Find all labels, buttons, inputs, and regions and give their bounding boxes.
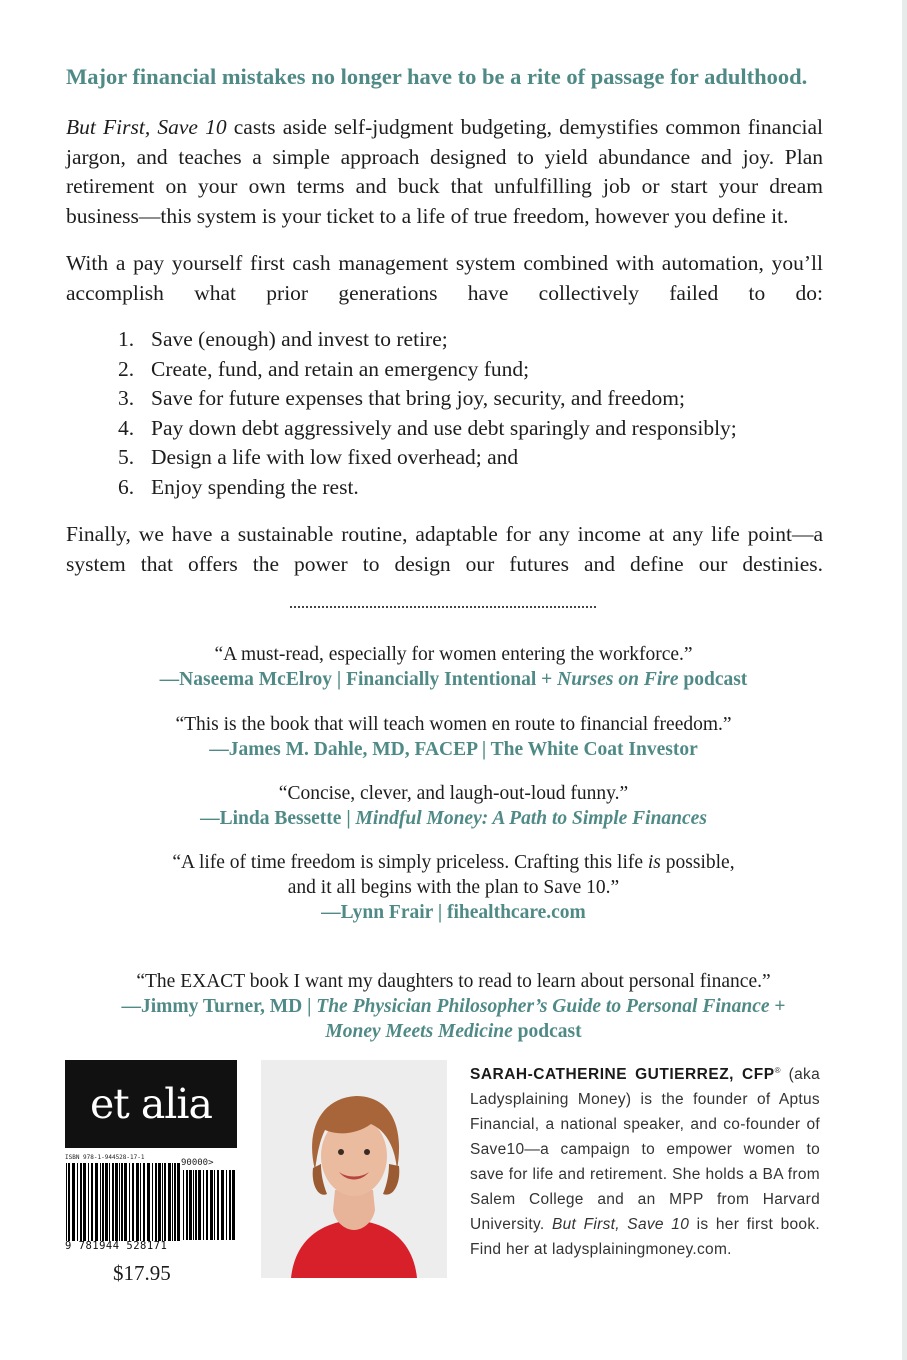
list-number: 1.	[118, 327, 135, 351]
intro-text: casts aside self-judgment budgeting, demystifies common financial jargon, and teaches a simple approach designed to yield abundance and joy. Plan retirement on your own terms and buck that unfulfilling job or start your dream business—this system is your ticket to a life of true freedom, however you define it.	[66, 115, 823, 228]
quote-text-line2: and it all begins with the plan to Save 10.”	[287, 877, 620, 898]
testimonial	[40, 969, 867, 1044]
author-photo	[261, 1060, 447, 1278]
list-number: 5.	[118, 445, 135, 469]
attribution-text: —Naseema McElroy | Financially Intentional +	[159, 669, 558, 690]
price: $17.95	[113, 1261, 171, 1285]
author-name: SARAH-CATHERINE GUTIERREZ, CFP	[470, 1066, 775, 1084]
quote-text-part: “A life of time freedom is simply priceless. Crafting this life	[172, 852, 648, 873]
attribution-text: +	[769, 996, 786, 1017]
trademark-mark: ®	[774, 1066, 781, 1075]
list-text: Pay down debt aggressively and use debt sparingly and responsibly;	[151, 415, 737, 440]
quote-text-part: possible,	[660, 852, 735, 873]
barcode-addon-number: 90000>	[181, 1158, 214, 1168]
quote-text	[40, 850, 867, 875]
attribution-text: podcast	[512, 1021, 582, 1042]
list-item	[118, 384, 818, 414]
quote-attribution: —James M. Dahle, MD, FACEP | The White Coat Investor	[209, 739, 698, 760]
barcode-bars	[65, 1163, 180, 1241]
list-text: Enjoy spending the rest.	[151, 474, 359, 499]
closing-paragraph: Finally, we have a sustainable routine, adaptable for any income at any life point—a system that offers the power to design our futures and define our destinies.	[66, 522, 823, 576]
quote-text: “Concise, clever, and laugh-out-loud funny.”	[278, 783, 629, 804]
bio-text: is her first book. Find her at ladysplainingmoney.com.	[470, 1216, 820, 1259]
list-item	[118, 443, 818, 473]
testimonial	[40, 850, 867, 925]
testimonial	[40, 642, 867, 692]
quote-attribution	[40, 806, 867, 831]
barcode-addon-bars	[182, 1170, 238, 1240]
quote-text-emphasis: is	[647, 852, 661, 873]
dotted-divider	[290, 606, 596, 608]
quote-text: “A must-read, especially for women entering the workforce.”	[214, 644, 693, 665]
list-number: 3.	[118, 386, 135, 410]
list-item	[118, 325, 818, 355]
book-title: But First, Save 10	[66, 115, 227, 139]
page-edge	[902, 0, 907, 1360]
steps-list	[118, 325, 818, 502]
isbn-label: ISBN 978-1-944528-17-1	[65, 1154, 145, 1161]
list-text: Save (enough) and invest to retire;	[151, 327, 448, 351]
list-item	[118, 355, 818, 385]
system-paragraph: With a pay yourself first cash management system combined with automation, you’ll accomplish what prior generations have collectively failed to do:	[66, 251, 823, 305]
list-item	[118, 414, 818, 444]
attribution-title: Money Meets Medicine	[325, 1021, 513, 1042]
testimonial	[40, 781, 867, 831]
headline: Major financial mistakes no longer have to be a rite of passage for adulthood.	[66, 64, 808, 89]
list-text: Create, fund, and retain an emergency fund;	[151, 356, 530, 381]
quote-text: “This is the book that will teach women en route to financial freedom.”	[175, 714, 732, 735]
list-number: 2.	[118, 356, 135, 381]
testimonial	[40, 712, 867, 762]
attribution-text: —Jimmy Turner, MD |	[121, 996, 317, 1017]
bio-text: (aka Ladysplaining Money) is the founder of Aptus Financial, a national speaker, and co-founder of Save10—a campaign to empower women to save for life and retirement. She holds a BA from Salem College and an MPP from Harvard University.	[470, 1066, 820, 1234]
quote-text: “The EXACT book I want my daughters to read to learn about personal finance.”	[136, 971, 771, 992]
book-title: But First, Save 10	[551, 1216, 690, 1234]
author-bio	[470, 1058, 820, 1262]
attribution-text: —Linda Bessette |	[200, 808, 356, 829]
attribution-title: The Physician Philosopher’s Guide to Personal Finance	[316, 996, 770, 1017]
quote-attribution: —Lynn Frair | fihealthcare.com	[321, 902, 586, 923]
attribution-title: Mindful Money: A Path to Simple Finances	[355, 808, 707, 829]
list-text: Save for future expenses that bring joy, security, and freedom;	[151, 386, 685, 410]
attribution-title: Nurses on Fire	[557, 669, 679, 690]
barcode-digits: 9 781944 528171	[65, 1240, 168, 1252]
list-number: 4.	[118, 415, 135, 440]
intro-paragraph	[66, 113, 823, 231]
quote-attribution-line2	[40, 1019, 867, 1044]
list-number: 6.	[118, 474, 135, 499]
quote-attribution	[40, 667, 867, 692]
attribution-text: podcast	[678, 669, 748, 690]
list-item	[118, 473, 818, 503]
quote-attribution	[40, 994, 867, 1019]
publisher-logo: et alia	[65, 1060, 237, 1148]
barcode	[65, 1154, 241, 1254]
list-text: Design a life with low fixed overhead; and	[151, 445, 519, 469]
